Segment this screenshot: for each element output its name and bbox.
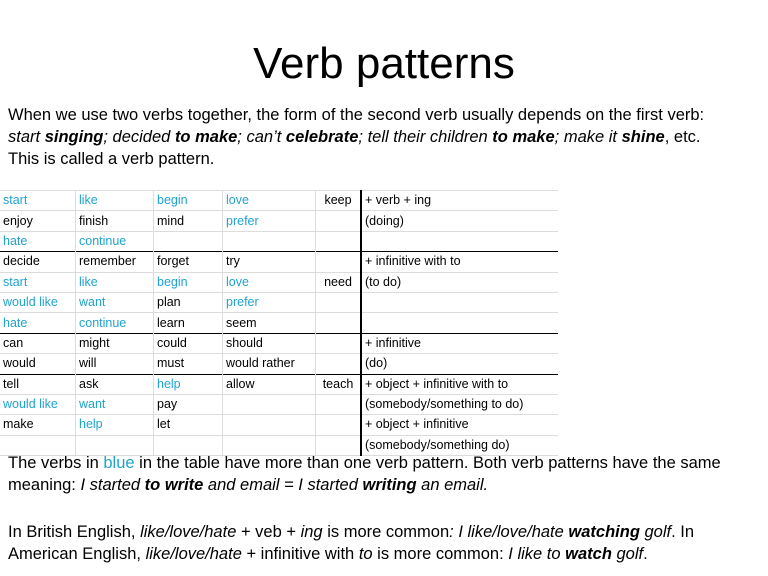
verb-cell — [316, 211, 362, 231]
note-text: in the table have more than one verb pattern. Both verb patterns have the same meaning: — [8, 454, 721, 494]
verb-cell: like — [76, 272, 154, 292]
british-example: like/love/hate — [140, 523, 237, 541]
intro-examples — [8, 126, 760, 148]
verb-cell: make — [0, 415, 76, 435]
verb-cell: finish — [76, 211, 154, 231]
verb-cell: plan — [154, 292, 223, 312]
separator: ; — [554, 128, 564, 146]
verb-cell: enjoy — [0, 211, 76, 231]
pattern-cell: + object + infinitive — [361, 415, 558, 435]
british-example: I like/love/hate — [458, 523, 569, 541]
intro-line-1: When we use two verbs together, the form of the second verb usually depends on the first verb: — [8, 106, 705, 124]
british-example-verb: watch — [565, 545, 612, 563]
example-text: start — [8, 128, 41, 146]
verb-cell: mind — [154, 211, 223, 231]
example-verb: to make — [492, 128, 555, 146]
example-verb: celebrate — [285, 128, 359, 146]
separator: ; — [358, 128, 368, 146]
verb-cell — [316, 252, 362, 272]
table-row — [0, 374, 558, 394]
verb-cell: want — [76, 394, 154, 414]
verb-cell: begin — [154, 272, 223, 292]
verb-cell: love — [223, 272, 316, 292]
table-row — [0, 211, 558, 231]
british-text: In British English, — [8, 523, 141, 541]
verb-cell: would — [0, 354, 76, 374]
separator: ; — [237, 128, 247, 146]
verb-cell: tell — [0, 374, 76, 394]
page-title: Verb patterns — [253, 39, 515, 88]
verb-cell: try — [223, 252, 316, 272]
table-row — [0, 394, 558, 414]
table-row — [0, 313, 558, 333]
verb-cell — [316, 292, 362, 312]
verb-cell: begin — [154, 191, 223, 211]
british-example: ing — [300, 523, 323, 541]
british-example: golf — [611, 545, 644, 563]
verb-cell: can — [0, 333, 76, 353]
verb-cell: decide — [0, 252, 76, 272]
intro-line-3: This is called a verb pattern. — [8, 150, 215, 168]
british-text: is more common — [322, 523, 450, 541]
intro-paragraph — [8, 104, 760, 170]
pattern-cell — [361, 231, 558, 251]
note-example-verb: to write — [144, 476, 204, 494]
verb-cell — [316, 313, 362, 333]
british-example: I like to — [508, 545, 566, 563]
british-text: . In American English, — [8, 523, 695, 563]
verb-cell: learn — [154, 313, 223, 333]
verb-cell: teach — [316, 374, 362, 394]
pattern-cell — [361, 313, 558, 333]
note-example: and email = I started — [203, 476, 363, 494]
pattern-cell — [361, 292, 558, 312]
verb-cell: will — [76, 354, 154, 374]
verb-cell: prefer — [223, 211, 316, 231]
note-text: The verbs in — [8, 454, 104, 472]
verb-cell: let — [154, 415, 223, 435]
table-row — [0, 191, 558, 211]
table-row — [0, 333, 558, 353]
verb-cell — [223, 394, 316, 414]
table-row — [0, 272, 558, 292]
verb-cell: allow — [223, 374, 316, 394]
verb-cell: hate — [0, 231, 76, 251]
note-example: I started — [80, 476, 145, 494]
verb-cell — [223, 415, 316, 435]
verb-cell — [223, 231, 316, 251]
verb-cell: continue — [76, 231, 154, 251]
british-text: . — [643, 545, 648, 563]
example-text: make it — [563, 128, 618, 146]
verb-cell: start — [0, 272, 76, 292]
british-example: golf — [639, 523, 672, 541]
verb-cell: keep — [316, 191, 362, 211]
table-row — [0, 252, 558, 272]
verb-cell — [316, 231, 362, 251]
verb-cell: should — [223, 333, 316, 353]
verb-cell — [316, 354, 362, 374]
example-verb: to make — [174, 128, 238, 146]
verb-cell — [154, 231, 223, 251]
british-text: + veb + — [236, 523, 301, 541]
example-text: tell their children — [367, 128, 488, 146]
verb-cell: might — [76, 333, 154, 353]
verb-cell — [316, 394, 362, 414]
pattern-cell: + infinitive — [361, 333, 558, 353]
verb-cell: pay — [154, 394, 223, 414]
british-text: : — [449, 523, 459, 541]
example-text: can’t — [246, 128, 282, 146]
verb-cell — [316, 415, 362, 435]
british-example-verb: watching — [568, 523, 640, 541]
pattern-cell: (to do) — [361, 272, 558, 292]
verb-pattern-table — [0, 190, 558, 456]
pattern-cell: + verb + ing — [361, 191, 558, 211]
verb-cell: would like — [0, 394, 76, 414]
verb-cell: help — [154, 374, 223, 394]
example-verb: singing — [44, 128, 104, 146]
verb-cell: like — [76, 191, 154, 211]
note-blue-word: blue — [103, 454, 135, 472]
table-row — [0, 354, 558, 374]
table-row — [0, 231, 558, 251]
verb-cell: start — [0, 191, 76, 211]
british-example: to — [358, 545, 373, 563]
verb-cell: love — [223, 191, 316, 211]
verb-cell: help — [76, 415, 154, 435]
verb-cell: need — [316, 272, 362, 292]
verb-cell: seem — [223, 313, 316, 333]
example-end: , etc. — [664, 128, 701, 146]
note-paragraph — [8, 452, 760, 496]
verb-cell: would rather — [223, 354, 316, 374]
verb-cell: prefer — [223, 292, 316, 312]
note-example-verb: writing — [362, 476, 417, 494]
verb-cell: forget — [154, 252, 223, 272]
verb-cell: remember — [76, 252, 154, 272]
table-row — [0, 415, 558, 435]
verb-cell — [316, 333, 362, 353]
table-row — [0, 292, 558, 312]
verb-cell: must — [154, 354, 223, 374]
verb-cell: hate — [0, 313, 76, 333]
pattern-cell: + infinitive with to — [361, 252, 558, 272]
pattern-cell: (somebody/something do) — [361, 435, 558, 455]
example-verb: shine — [621, 128, 665, 146]
separator: ; — [103, 128, 113, 146]
british-text: is more common: — [372, 545, 509, 563]
verb-cell: continue — [76, 313, 154, 333]
verb-cell: want — [76, 292, 154, 312]
note-example: an email. — [416, 476, 489, 494]
pattern-cell: + object + infinitive with to — [361, 374, 558, 394]
verb-cell: could — [154, 333, 223, 353]
verb-cell: ask — [76, 374, 154, 394]
british-text: + infinitive with — [241, 545, 359, 563]
pattern-cell: (do) — [361, 354, 558, 374]
pattern-cell: (somebody/something to do) — [361, 394, 558, 414]
british-paragraph — [8, 521, 760, 565]
pattern-cell: (doing) — [361, 211, 558, 231]
verb-cell: would like — [0, 292, 76, 312]
example-text: decided — [112, 128, 171, 146]
british-example: like/love/hate — [145, 545, 242, 563]
